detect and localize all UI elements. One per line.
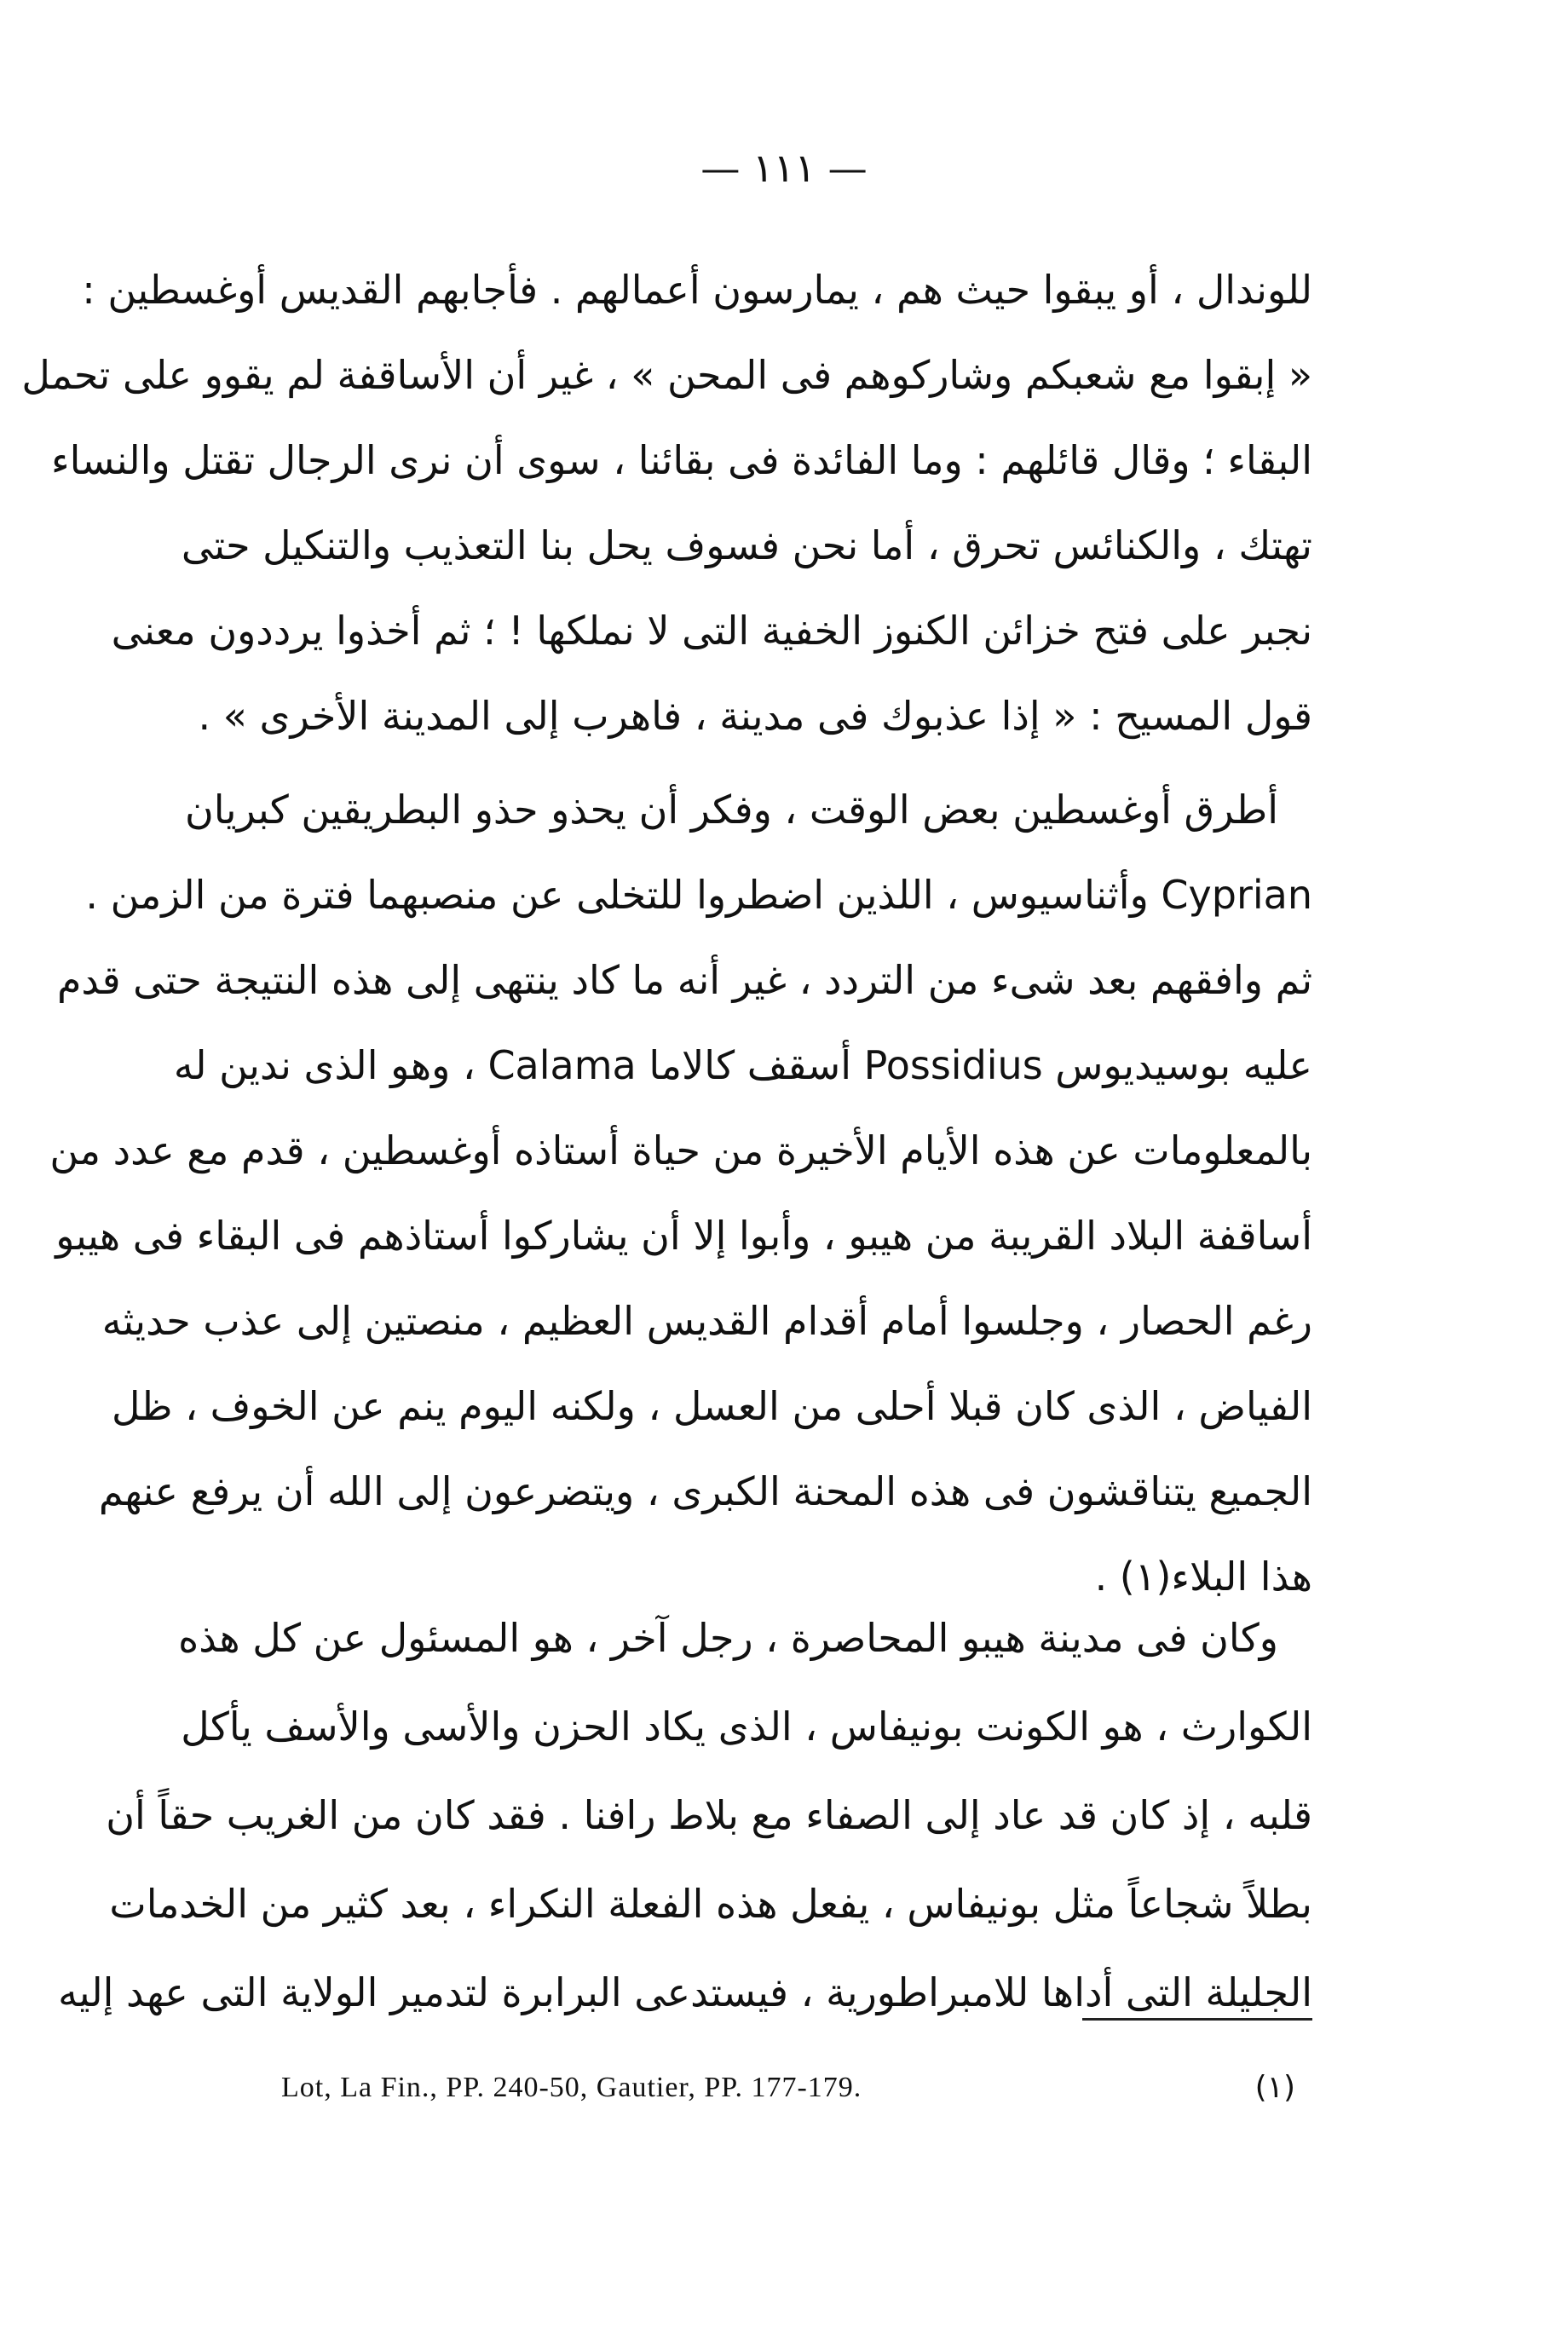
- text-line: الجميع يتناقشون فى هذه المحنة الكبرى ، ويتضرعون إلى الله أن يرفع عنهم: [98, 1468, 1312, 1514]
- text-line: قلبه ، إذ كان قد عاد إلى الصفاء مع بلاط رافنا . فقد كان من الغريب حقاً أن: [106, 1792, 1312, 1838]
- text-line: تهتك ، والكنائس تحرق ، أما نحن فسوف يحل بنا التعذيب والتنكيل حتى: [181, 522, 1312, 568]
- paragraph-1: [21, 247, 1312, 758]
- text-line: ثم وافقهم بعد شىء من التردد ، غير أنه ما كاد ينتهى إلى هذه النتيجة حتى قدم: [56, 957, 1312, 1003]
- text-line: بطلاً شجاعاً مثل بونيفاس ، يفعل هذه الفعلة النكراء ، بعد كثير من الخدمات: [109, 1881, 1312, 1927]
- text-line: قول المسيح : « إذا عذبوك فى مدينة ، فاهرب إلى المدينة الأخرى » .: [198, 693, 1312, 739]
- text-line: الجليلة التى أداها للامبراطورية ، فيستدعى البرابرة لتدمير الولاية التى عهد إليه: [58, 1969, 1312, 2015]
- text-line: وكان فى مدينة هيبو المحاصرة ، رجل آخر ، هو المسئول عن كل هذه: [178, 1615, 1278, 1661]
- text-line: البقاء ؛ وقال قائلهم : وما الفائدة فى بقائنا ، سوى أن نرى الرجال تقتل والنساء: [51, 437, 1312, 483]
- page-number: — ١١١ —: [700, 145, 868, 191]
- paragraph-3: [58, 1594, 1312, 2037]
- text-line: Cyprian وأثناسيوس ، اللذين اضطروا للتخلى عن منصبهما فترة من الزمن .: [85, 872, 1312, 918]
- text-line: الكوارث ، هو الكونت بونيفاس ، الذى يكاد الحزن والأسى والأسف يأكل: [181, 1704, 1312, 1750]
- text-line: رغم الحصار ، وجلسوا أمام أقدام القديس العظيم ، منصتين إلى عذب حديثه: [101, 1298, 1312, 1344]
- text-line: أطرق أوغسطين بعض الوقت ، وفكر أن يحذو حذو البطريقين كبريان: [184, 787, 1278, 833]
- text-line: بالمعلومات عن هذه الأيام الأخيرة من حياة أستاذه أوغسطين ، قدم مع عدد من: [49, 1127, 1312, 1173]
- text-line: عليه بوسيديوس Possidius أسقف كالاما Calama ، وهو الذى ندين له: [173, 1042, 1312, 1088]
- text-line: الفياض ، الذى كان قبلا أحلى من العسل ، ولكنه اليوم ينم عن الخوف ، ظل: [112, 1383, 1312, 1429]
- text-line: نجبر على فتح خزائن الكنوز الخفية التى لا نملكها ! ؛ ثم أخذوا يرددون معنى: [111, 608, 1312, 654]
- text-line: هذا البلاء(١) .: [1094, 1554, 1312, 1600]
- text-line: أساقفة البلاد القريبة من هيبو ، وأبوا إلا أن يشاركوا أستاذهم فى البقاء فى هيبو: [55, 1213, 1312, 1259]
- paragraph-2: [49, 767, 1312, 1619]
- text-line: للوندال ، أو يبقوا حيث هم ، يمارسون أعمالهم . فأجابهم القديس أوغسطين :: [82, 267, 1312, 313]
- footnote-citation: Lot, La Fin., PP. 240-50, Gautier, PP. 177-179.: [281, 2072, 862, 2103]
- footnote-divider: [1082, 2018, 1312, 2021]
- text-line: « إبقوا مع شعبكم وشاركوهم فى المحن » ، غير أن الأساقفة لم يقوو على تحمل: [21, 352, 1312, 398]
- footnote-marker: (١): [1254, 2070, 1295, 2105]
- footnote: [281, 2062, 1295, 2113]
